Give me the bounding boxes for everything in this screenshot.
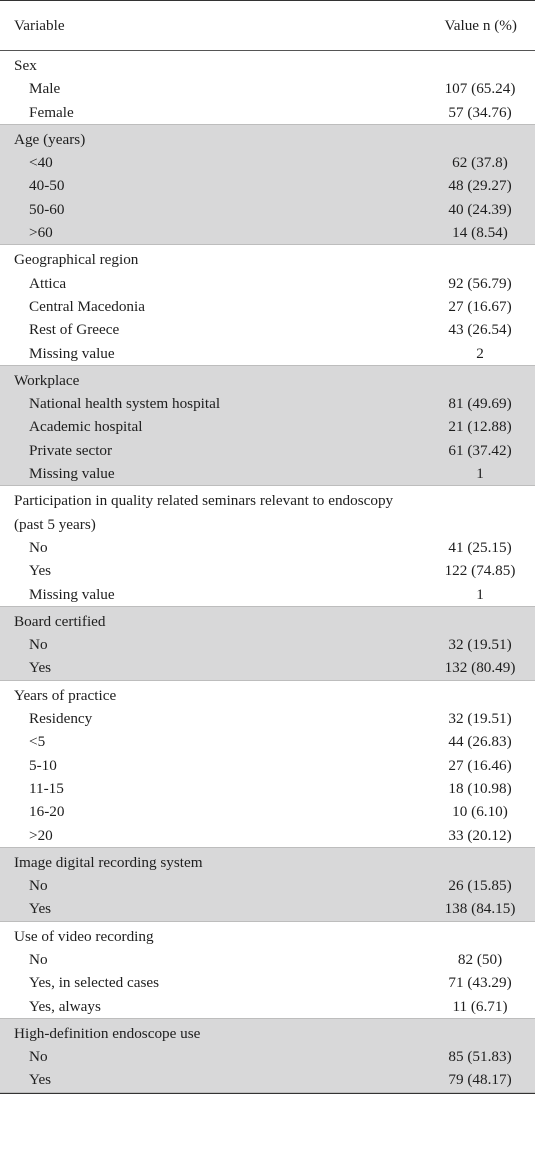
table-row [0,824,535,847]
column-header-variable: Variable [14,16,65,34]
table-group [0,922,535,1019]
table-row [0,730,535,753]
row-label: Private sector [29,441,113,459]
table-row [0,151,535,174]
row-label: Rest of Greece [29,321,120,339]
row-label: Male [29,80,61,98]
table-row [0,392,535,415]
row-label: Missing value [29,465,115,483]
row-value: 82 (50) [457,950,503,968]
table-header [0,0,535,51]
table-row [0,536,535,559]
table-row [0,897,535,920]
row-value: 48 (29.27) [448,177,512,195]
table-row [0,1068,535,1091]
row-label: No [29,636,48,654]
row-label: 11-15 [29,779,64,797]
table-row [0,318,535,341]
row-value: 32 (19.51) [448,636,512,654]
group-title: Geographical region [14,251,139,269]
row-value: 62 (37.8) [452,154,508,172]
table-row [0,415,535,438]
table-row [0,295,535,318]
row-label: Central Macedonia [29,297,145,315]
row-label: Academic hospital [29,418,143,436]
row-value: 138 (84.15) [444,900,516,918]
table-row [0,1045,535,1068]
row-label: Yes [29,900,52,918]
row-value: 57 (34.76) [448,103,512,121]
group-title: Board certified [14,612,106,630]
row-value: 33 (20.12) [448,826,512,844]
table-row [0,971,535,994]
row-value: 71 (43.29) [448,974,512,992]
row-label: No [29,877,48,895]
row-label: Yes, in selected cases [29,974,160,992]
row-label: Yes [29,1071,52,1089]
table-row [0,800,535,823]
row-value: 10 (6.10) [452,803,508,821]
table-group [0,125,535,245]
table-row [0,462,535,485]
row-label: No [29,950,48,968]
row-value: 1 [476,465,484,483]
row-value: 107 (65.24) [444,80,516,98]
table-group [0,607,535,681]
table-group [0,51,535,125]
row-label: No [29,1048,48,1066]
row-label: Missing value [29,344,115,362]
group-title: Years of practice [14,686,117,704]
row-label: Missing value [29,585,115,603]
table-row [0,221,535,244]
row-value: 32 (19.51) [448,710,512,728]
table-row [0,754,535,777]
table-row [0,198,535,221]
group-title: Sex [14,57,37,74]
row-value: 61 (37.42) [448,441,512,459]
table-row [0,995,535,1018]
group-title: Workplace [14,371,80,389]
row-value: 81 (49.69) [448,395,512,413]
row-label: <5 [29,733,46,751]
bottom-rule [0,1093,535,1094]
row-label: Yes [29,659,52,677]
row-label: Attica [29,274,67,292]
row-value: 26 (15.85) [448,877,512,895]
group-title: Participation in quality related seminars relevant to endoscopy (past 5 years) [14,492,394,533]
row-value: 85 (51.83) [448,1048,512,1066]
table-row [0,633,535,656]
row-label: 16-20 [29,803,65,821]
row-label: 40-50 [29,177,65,195]
row-value: 41 (25.15) [448,538,512,556]
row-label: 5-10 [29,756,57,774]
row-label: >20 [29,826,53,844]
table-body [0,51,535,1093]
table-row [0,174,535,197]
group-title: High-definition endoscope use [14,1024,201,1042]
row-value: 27 (16.67) [448,297,512,315]
table-row [0,874,535,897]
row-value: 43 (26.54) [448,321,512,339]
table-row [0,948,535,971]
row-value: 92 (56.79) [448,274,512,292]
table-row [0,707,535,730]
table-group [0,681,535,848]
table-row [0,656,535,679]
row-label: Female [29,103,74,121]
row-value: 122 (74.85) [444,562,516,580]
group-title: Use of video recording [14,927,154,945]
column-header-value: Value n (%) [444,16,517,34]
row-label: National health system hospital [29,395,221,413]
row-value: 21 (12.88) [448,418,512,436]
row-label: No [29,538,48,556]
table-row [0,439,535,462]
table-row [0,342,535,365]
table-row [0,272,535,295]
table-row [0,101,535,124]
row-value: 2 [476,344,484,362]
row-value: 14 (8.54) [452,224,508,242]
group-title: Age (years) [14,130,86,148]
row-value: 27 (16.46) [448,756,512,774]
table-group [0,366,535,486]
row-value: 18 (10.98) [448,779,512,797]
table-group [0,245,535,365]
row-value: 40 (24.39) [448,200,512,218]
table-group [0,486,535,606]
row-label: >60 [29,224,53,242]
table-group [0,1019,535,1093]
table-row [0,77,535,100]
row-value: 44 (26.83) [448,733,512,751]
row-label: <40 [29,154,53,172]
row-label: 50-60 [29,200,65,218]
row-label: Yes, always [29,997,101,1015]
row-value: 1 [476,585,484,603]
row-label: Residency [29,710,93,728]
row-value: 132 (80.49) [444,659,516,677]
table-group [0,848,535,922]
row-label: Yes [29,562,52,580]
row-value: 79 (48.17) [448,1071,512,1089]
group-title: Image digital recording system [14,853,203,871]
table-row [0,559,535,582]
row-value: 11 (6.71) [452,997,508,1015]
table-row [0,777,535,800]
table-row [0,583,535,606]
